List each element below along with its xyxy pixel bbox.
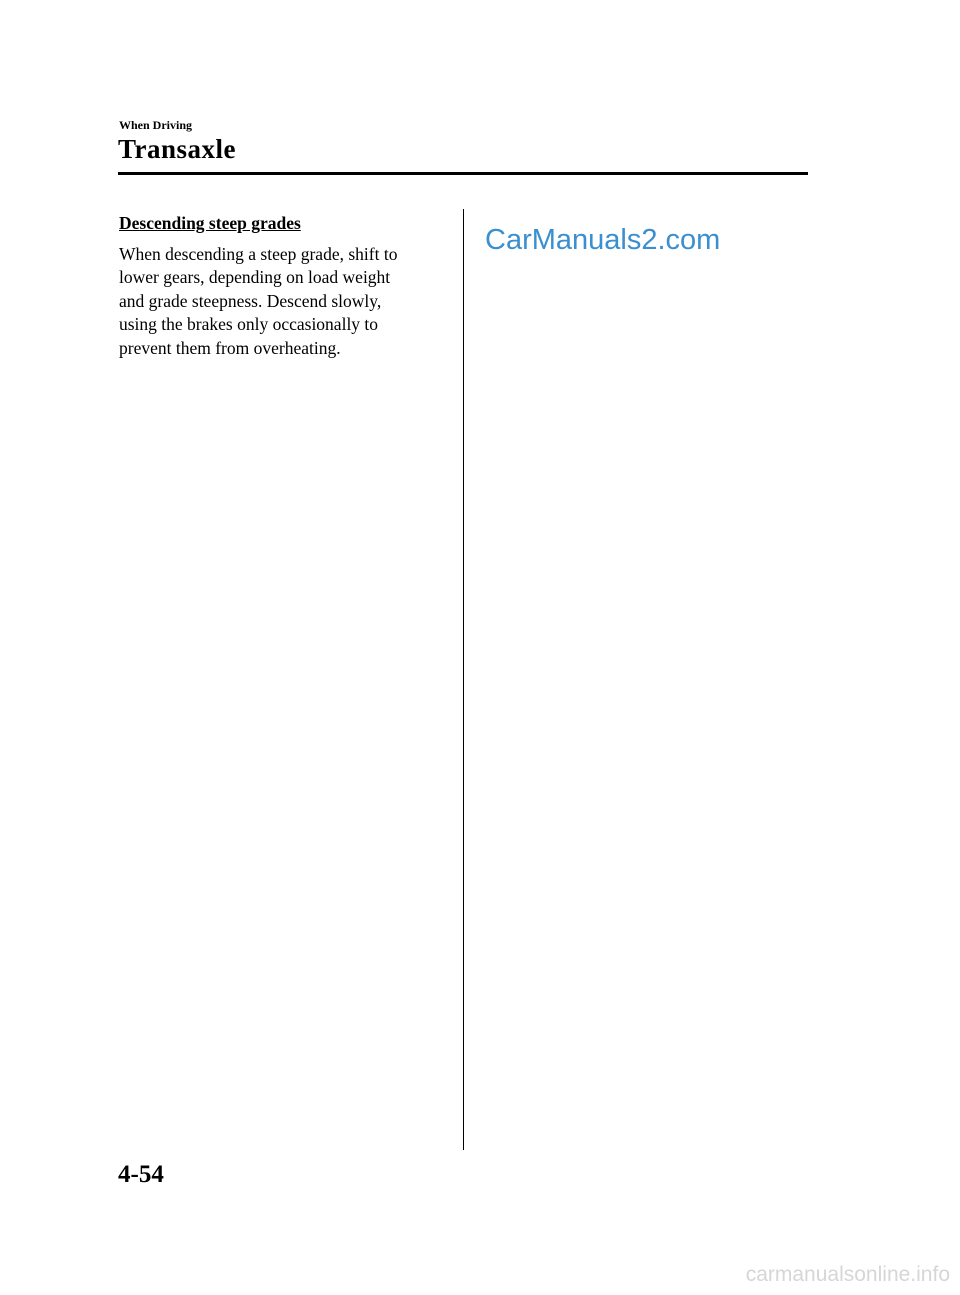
column-divider: [463, 209, 464, 1150]
watermark-logo: CarManuals2.com: [485, 224, 721, 256]
title-rule: [118, 172, 808, 175]
paragraph-line: using the brakes only occasionally to: [119, 314, 379, 335]
section-label: When Driving: [119, 118, 193, 132]
footer-watermark: carmanualsonline.info: [745, 1263, 950, 1286]
paragraph-line: and grade steepness. Descend slowly,: [119, 290, 382, 311]
paragraph-line: prevent them from overheating.: [119, 337, 341, 358]
page-title: Transaxle: [118, 134, 236, 164]
paragraph-line: lower gears, depending on load weight: [119, 267, 391, 288]
page-number: 4-54: [118, 1161, 164, 1188]
body-paragraph: [119, 243, 449, 360]
paragraph-line: When descending a steep grade, shift to: [119, 244, 398, 264]
subheading: Descending steep grades: [119, 213, 301, 233]
left-column: [119, 211, 449, 360]
